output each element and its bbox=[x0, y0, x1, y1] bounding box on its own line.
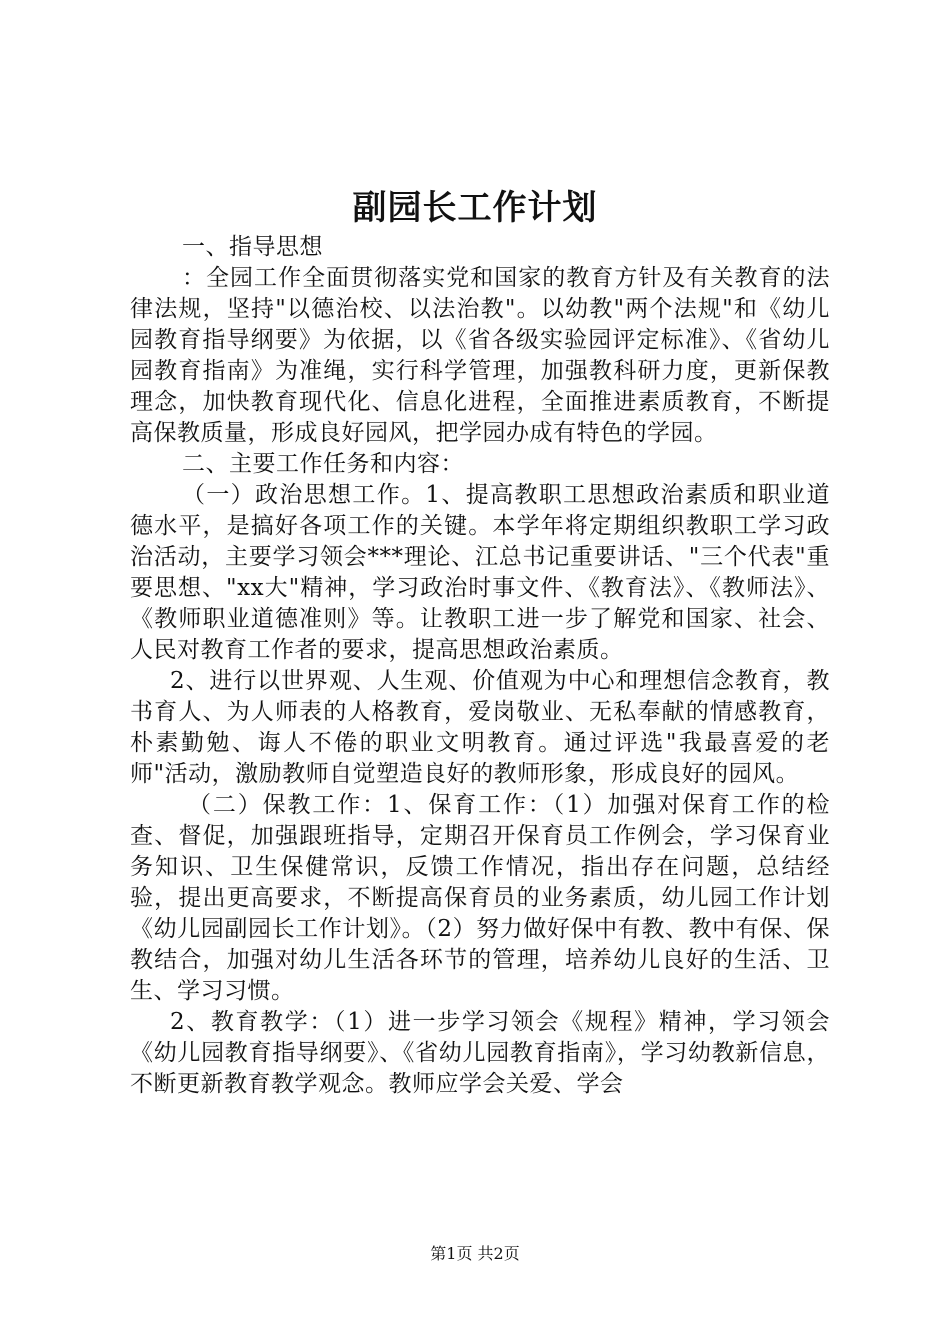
paragraph-care-education-work: （二）保教工作：1、保育工作：（1）加强对保育工作的检查、督促，加强跟班指导，定期召开保育员工作例会，学习保育业务知识、卫生保健常识，反馈工作情况，指出存在问题，总结经验，提出更高要求，不断提高保育员的业务素质，幼儿园工作计划《幼儿园副园长工作计划》。（2）努力做好保中有教、教中有保、保教结合，加强对幼儿生活各环节的管理，培养幼儿良好的生活、卫生、学习习惯。 bbox=[130, 792, 830, 1004]
paragraph-political-work: （一）政治思想工作。1、提高教职工思想政治素质和职业道德水平，是搞好各项工作的关键。本学年将定期组织教职工学习政治活动，主要学习领会***理论、江总书记重要讲话、"三个代表"重要思想、"xx大"精神，学习政治时事文件、《教育法》、《教师法》、《教师职业道德准则》等。让教职工进一步了解党和国家、社会、人民对教育工作者的要求，提高思想政治素质。 bbox=[130, 482, 830, 663]
section-heading-guiding-ideology: 一、指导思想 bbox=[182, 234, 323, 260]
document-title: 副园长工作计划 bbox=[352, 188, 598, 228]
page-footer: 第1页 共2页 bbox=[430, 1244, 520, 1263]
paragraph-teaching: 2、教育教学：（1）进一步学习领会《规程》精神，学习领会《幼儿园教育指导纲要》、《省幼儿园教育指南》，学习幼教新信息，不断更新教育教学观念。教师应学会关爱、学会 bbox=[130, 1009, 830, 1097]
document-body bbox=[130, 232, 830, 1100]
paragraph-guiding-ideology: ：全园工作全面贯彻落实党和国家的教育方针及有关教育的法律法规，坚持"以德治校、以法治教"。以幼教"两个法规"和《幼儿园教育指导纲要》为依据，以《省各级实验园评定标准》、《省幼儿园教育指南》为准绳，实行科学管理，加强教科研力度，更新保教理念，加快教育现代化、信息化进程，全面推进素质教育，不断提高保教质量，形成良好园风，把学园办成有特色的学园。 bbox=[130, 265, 830, 446]
paragraph-worldview-education: 2、进行以世界观、人生观、价值观为中心和理想信念教育，教书育人、为人师表的人格教育，爱岗敬业、无私奉献的情感教育，朴素勤勉、诲人不倦的职业文明教育。通过评选"我最喜爱的老师"活动，激励教师自觉塑造良好的教师形象，形成良好的园风。 bbox=[130, 668, 830, 787]
section-heading-main-tasks: 二、主要工作任务和内容： bbox=[182, 451, 464, 477]
